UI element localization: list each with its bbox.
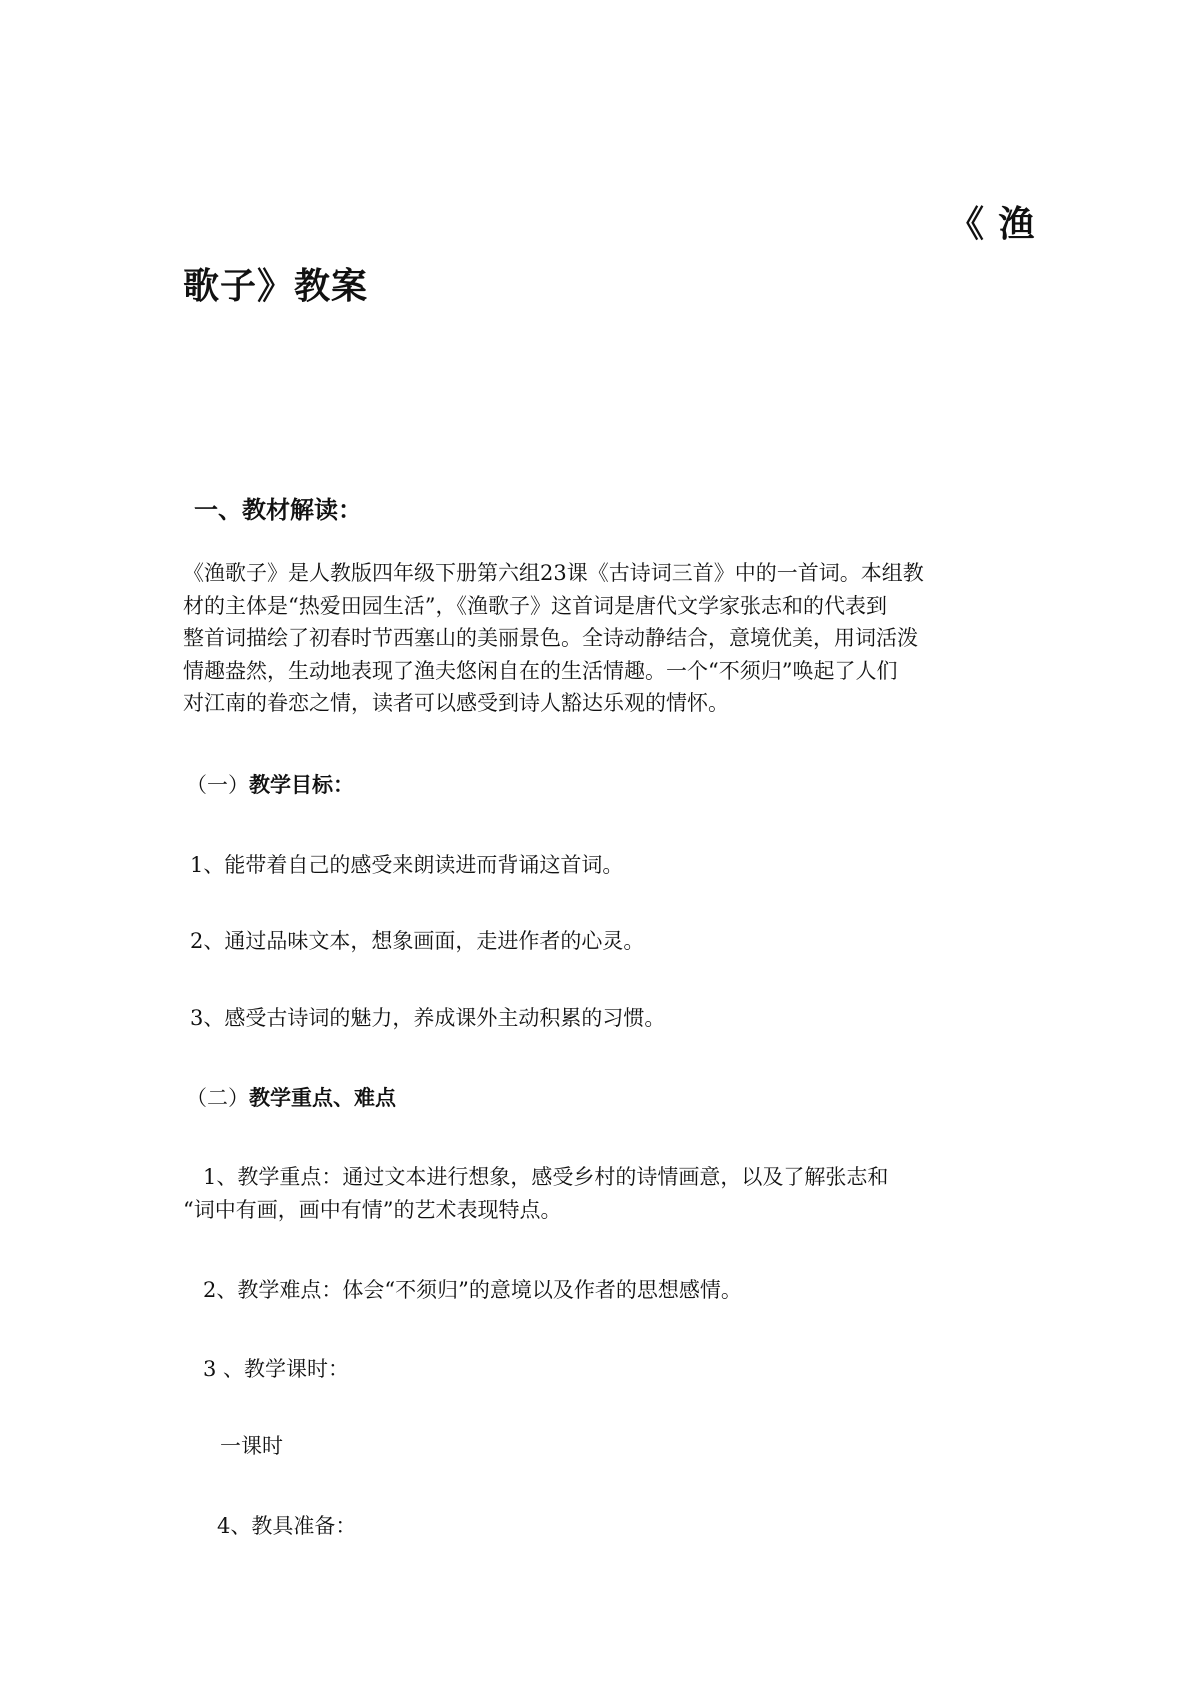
focus-item-1-line: “词中有画，画中有情”的艺术表现特点。 bbox=[183, 1197, 562, 1222]
teaching-goals-label: 教学目标： bbox=[249, 772, 354, 797]
intro-line: 《渔歌子》是人教版四年级下册第六组23课《古诗词三首》中的一首词。本组教 bbox=[183, 561, 924, 585]
intro-paragraph bbox=[183, 557, 1013, 720]
title-part-2: 歌子》教案 bbox=[183, 265, 369, 307]
focus-difficulty-label: 教学重点、难点 bbox=[249, 1085, 396, 1110]
focus-item-4: 4、教具准备： bbox=[217, 1514, 357, 1538]
goal-item-2: 2、通过品味文本，想象画面，走进作者的心灵。 bbox=[190, 929, 645, 953]
lesson-time-value: 一课时 bbox=[220, 1434, 283, 1458]
intro-line: 对江南的眷恋之情，读者可以感受到诗人豁达乐观的情怀。 bbox=[183, 691, 729, 715]
intro-line: 整首词描绘了初春时节西塞山的美丽景色。全诗动静结合，意境优美，用词活泼 bbox=[183, 626, 918, 650]
goal-item-1: 1、能带着自己的感受来朗读进而背诵这首词。 bbox=[190, 853, 624, 877]
title-part-1: 《 渔 bbox=[948, 203, 1036, 245]
focus-item-1 bbox=[183, 1161, 1013, 1226]
focus-item-2: 2、教学难点：体会“不须归”的意境以及作者的思想感情。 bbox=[203, 1278, 742, 1302]
teaching-goals-heading bbox=[186, 768, 354, 802]
intro-line: 情趣盎然，生动地表现了渔夫悠闲自在的生活情趣。一个“不须归”唤起了人们 bbox=[183, 658, 898, 683]
focus-item-1-line: 1、教学重点：通过文本进行想象，感受乡村的诗情画意，以及了解张志和 bbox=[203, 1165, 889, 1189]
teaching-goals-prefix: （一） bbox=[186, 773, 249, 797]
intro-line: 材的主体是“热爱田园生活”，《渔歌子》这首词是唐代文学家张志和的代表到 bbox=[183, 593, 887, 618]
focus-difficulty-prefix: （二） bbox=[186, 1086, 249, 1110]
focus-difficulty-heading bbox=[186, 1081, 396, 1115]
focus-item-3: 3 、教学课时： bbox=[203, 1357, 350, 1381]
goal-item-3: 3、感受古诗词的魅力，养成课外主动积累的习惯。 bbox=[190, 1006, 666, 1030]
section-heading-textbook-analysis: 一、教材解读： bbox=[194, 495, 362, 524]
